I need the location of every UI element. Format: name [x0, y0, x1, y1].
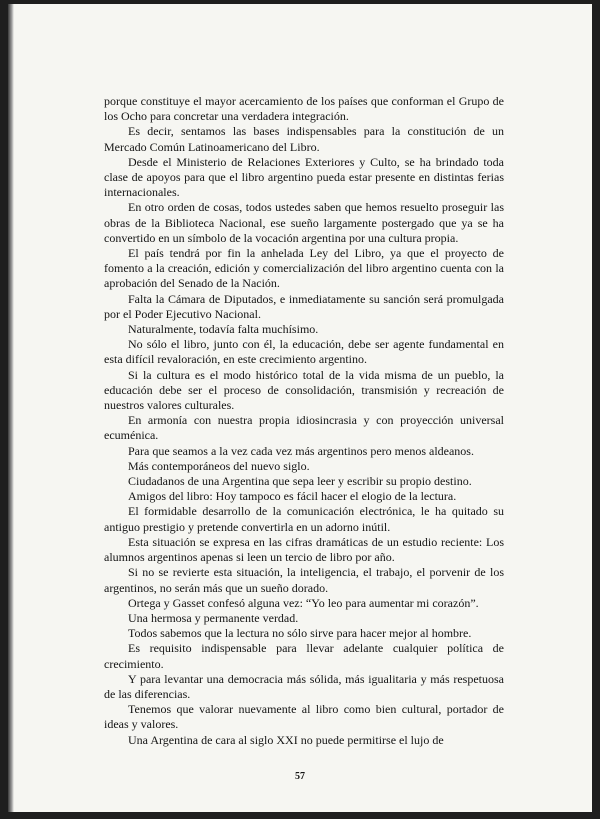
paragraph: Y para levantar una democracia más sólida, más igualitaria y más respetuosa de las diferencias. [104, 671, 504, 701]
paragraph: Es decir, sentamos las bases indispensables para la constitución de un Mercado Común Latinoamericano del Libro. [104, 124, 504, 154]
paragraph: El formidable desarrollo de la comunicación electrónica, le ha quitado su antiguo prestigio y pretende convertirla en un adorno inútil. [104, 504, 504, 534]
paragraph: Ortega y Gasset confesó alguna vez: “Yo leo para aumentar mi corazón”. [128, 595, 479, 610]
paragraph: Una Argentina de cara al siglo XXI no puede permitirse el lujo de [128, 732, 444, 747]
paragraph: Naturalmente, todavía falta muchísimo. [128, 322, 319, 337]
paragraph: Si la cultura es el modo histórico total de la vida misma de un pueblo, la educación debe ser el proceso de consolidación, transmisión y recreación de nuestros valores culturales. [104, 367, 504, 413]
paragraph: Falta la Cámara de Diputados, e inmediatamente su sanción será promulgada por el Poder Ejecutivo Nacional. [104, 291, 504, 321]
paragraph: No sólo el libro, junto con él, la educación, debe ser agente fundamental en esta difícil revaloración, en este crecimiento argentino. [104, 337, 504, 367]
body-text [104, 94, 504, 748]
paragraph: En armonía con nuestra propia idiosincrasia y con proyección universal ecuménica. [104, 413, 504, 443]
paragraph: Si no se revierte esta situación, la inteligencia, el trabajo, el porvenir de los argentinos, no serán más que un sueño dorado. [104, 565, 504, 595]
paragraph: Ciudadanos de una Argentina que sepa leer y escribir su propio destino. [128, 474, 472, 489]
paragraph: Esta situación se expresa en las cifras dramáticas de un estudio reciente: Los alumnos argentinos apenas si leen un tercio de libro por año. [104, 534, 504, 565]
paragraph: El país tendrá por fin la anhelada Ley del Libro, ya que el proyecto de fomento a la creación, edición y comercialización del libro argentino cuenta con la aprobación del Senado de la Nación. [104, 246, 504, 291]
paragraph: Tenemos que valorar nuevamente al libro como bien cultural, portador de ideas y valores. [104, 702, 504, 732]
paragraph: Es requisito indispensable para llevar adelante cualquier política de crecimiento. [104, 641, 504, 671]
paragraph: En otro orden de cosas, todos ustedes saben que hemos resuelto proseguir las obras de la Biblioteca Nacional, ese sueño largamente postergado que ya se ha convertido en un símbolo de la vocación argentina por una cultura propia. [104, 200, 504, 245]
page-left-edge [8, 4, 14, 812]
scanned-page [8, 4, 592, 812]
paragraph: Amigos del libro: Hoy tampoco es fácil hacer el elogio de la lectura. [128, 489, 457, 504]
paragraph: Una hermosa y permanente verdad. [128, 610, 299, 625]
paragraph: Más contemporáneos del nuevo siglo. [128, 458, 310, 473]
paragraph: Todos sabemos que la lectura no sólo sirve para hacer mejor al hombre. [128, 626, 472, 641]
paragraph: Desde el Ministerio de Relaciones Exteriores y Culto, se ha brindado toda clase de apoyos para que el libro argentino pueda estar presente en distintas ferias internacionales. [104, 154, 504, 200]
paragraph: Para que seamos a la vez cada vez más argentinos pero menos aldeanos. [128, 443, 474, 458]
page-number: 57 [295, 771, 305, 782]
paragraph: porque constituye el mayor acercamiento de los países que conforman el Grupo de los Ocho para concretar una verdadera integración. [104, 94, 504, 124]
